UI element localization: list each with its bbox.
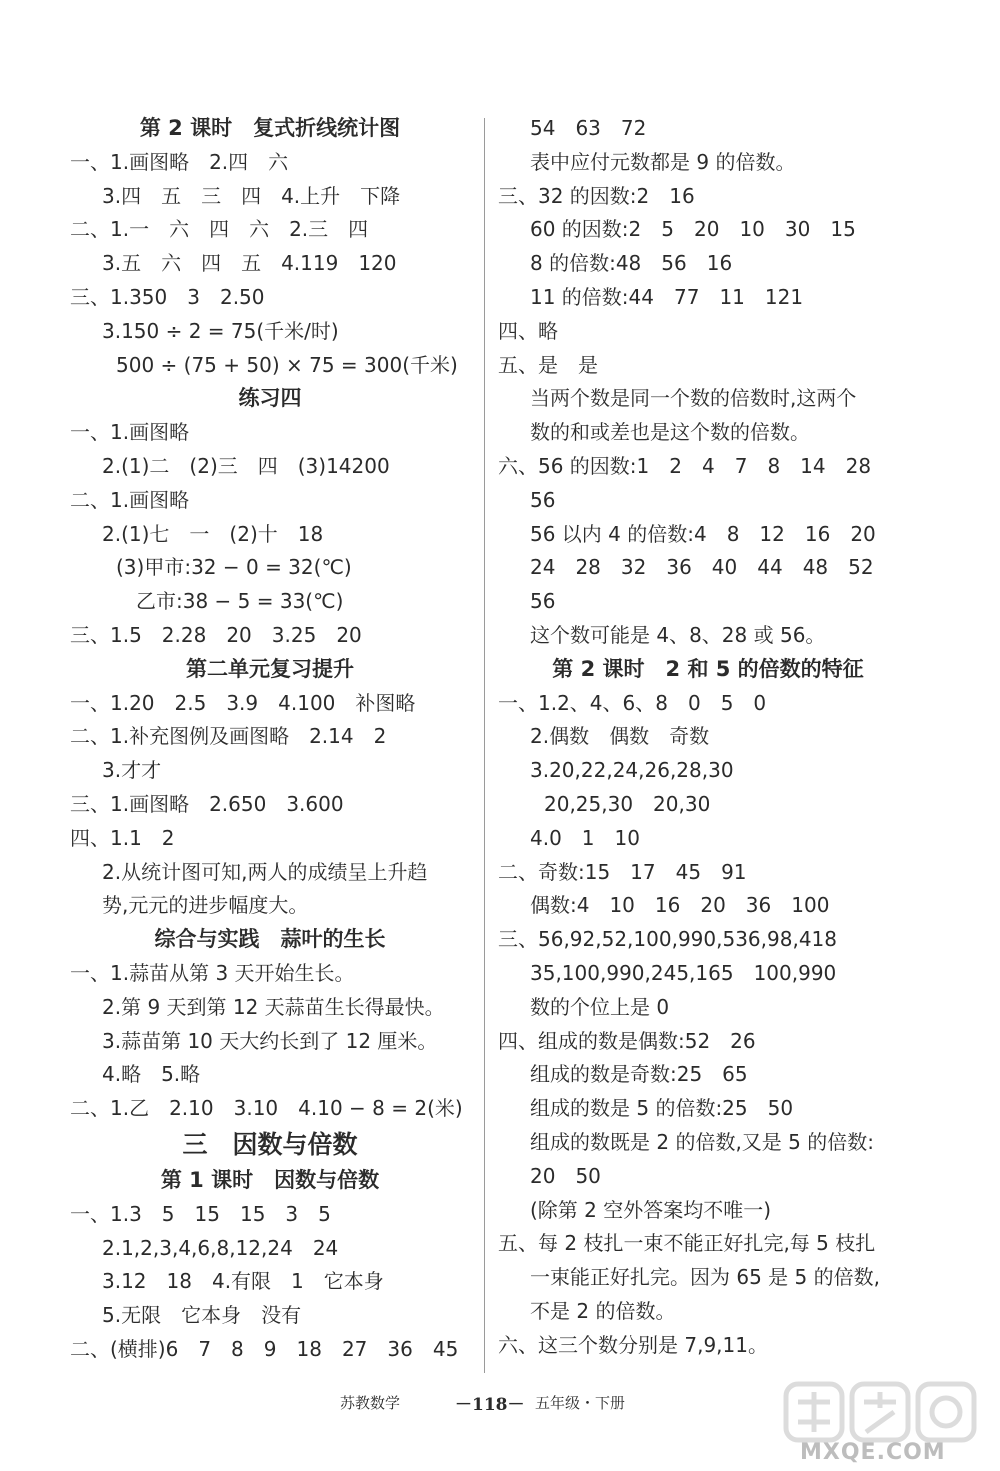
section-heading: 三 因数与倍数 (182, 1129, 358, 1159)
watermark-url: MXQE.COM (800, 1440, 946, 1465)
section-heading: 第 1 课时 因数与倍数 (160, 1167, 380, 1192)
footer-subject: 苏教数学 (340, 1394, 401, 1412)
answer-line: 五、是 是 (498, 352, 598, 377)
answer-line: 一、1.蒜苗从第 3 天开始生长。 (70, 960, 355, 985)
answer-line: 组成的数是 5 的倍数:25 50 (530, 1096, 794, 1121)
answer-line: 3.四 五 三 四 4.上升 下降 (102, 183, 401, 208)
answer-line: 4.0 1 10 (530, 825, 640, 850)
answer-line: 60 的因数:2 5 20 10 30 15 (530, 217, 856, 242)
answer-line: 三、32 的因数:2 16 (498, 183, 695, 208)
answer-line: 3.五 六 四 五 4.119 120 (102, 251, 397, 276)
answer-line: 2.从统计图可知,两人的成绩呈上升趋 (102, 859, 428, 884)
answer-line: 2.偶数 偶数 奇数 (530, 724, 710, 749)
answer-line: 三、1.350 3 2.50 (70, 284, 265, 309)
answer-line: 一、1.20 2.5 3.9 4.100 补图略 (70, 690, 416, 715)
answer-line: 二、1.一 六 四 六 2.三 四 (70, 217, 369, 242)
left-column (70, 112, 470, 1367)
page-number: －118－ (455, 1395, 525, 1415)
answer-line: 35,100,990,245,165 100,990 (530, 960, 837, 985)
answer-line: 8 的倍数:48 56 16 (530, 251, 733, 276)
answer-line: 3.20,22,24,26,28,30 (530, 758, 734, 783)
answer-line: 三、1.画图略 2.650 3.600 (70, 791, 344, 816)
answer-line: 56 以内 4 的倍数:4 8 12 16 20 (530, 521, 876, 546)
answer-line: 一、1.画图略 2.四 六 (70, 149, 289, 174)
answer-line: 数的和或差也是这个数的倍数。 (530, 420, 810, 445)
answer-line: 54 63 72 (530, 116, 647, 140)
answer-line: 当两个数是同一个数的倍数时,这两个 (530, 386, 857, 411)
answer-line: 500 ÷ (75 + 50) × 75 = 300(千米) (116, 352, 458, 377)
answer-line: 56 (530, 589, 556, 614)
answer-line: 一、1.3 5 15 15 3 5 (70, 1201, 331, 1226)
answer-line: 56 (530, 487, 556, 512)
answer-line: 二、1.乙 2.10 3.10 4.10 − 8 = 2(米) (70, 1096, 463, 1121)
answer-line: 势,元元的进步幅度大。 (102, 893, 309, 918)
section-heading: 综合与实践 蒜叶的生长 (154, 927, 386, 952)
answer-line: 2.(1)二 (2)三 四 (3)14200 (102, 453, 390, 478)
answer-line: 3.才才 (102, 758, 162, 783)
section-heading: 第 2 课时 2 和 5 的倍数的特征 (552, 656, 864, 681)
answer-line: 24 28 32 36 40 44 48 52 (530, 555, 874, 580)
answer-line: 3.蒜苗第 10 天大约长到了 12 厘米。 (102, 1028, 438, 1053)
answer-line: 二、(横排)6 7 8 9 18 27 36 45 (70, 1336, 459, 1361)
answer-line: 2.1,2,3,4,6,8,12,24 24 (102, 1235, 339, 1260)
answer-line: 四、1.1 2 (70, 825, 175, 850)
answer-line: 乙市:38 − 5 = 33(℃) (136, 589, 344, 614)
answer-line: 六、这三个数分别是 7,9,11。 (498, 1332, 768, 1357)
answer-line: 三、1.5 2.28 20 3.25 20 (70, 622, 362, 647)
answer-line: 3.150 ÷ 2 = 75(千米/时) (102, 318, 339, 343)
answer-line: (除第 2 空外答案均不唯一) (530, 1197, 772, 1222)
answer-line: 四、组成的数是偶数:52 26 (498, 1028, 756, 1053)
answer-line: 11 的倍数:44 77 11 121 (530, 284, 804, 309)
answer-line: 一束能正好扎完。因为 65 是 5 的倍数, (530, 1265, 880, 1290)
answer-line: 二、1.画图略 (70, 487, 190, 512)
column-divider (484, 118, 485, 1373)
answer-line: 组成的数是奇数:25 65 (530, 1062, 748, 1087)
answer-line: 二、1.补充图例及画图略 2.14 2 (70, 724, 387, 749)
answer-line: 2.(1)七 一 (2)十 18 (102, 521, 324, 546)
answer-line: 5.无限 它本身 没有 (102, 1303, 302, 1328)
footer-grade: 五年级・下册 (535, 1394, 626, 1412)
answer-line: 一、1.2、4、6、8 0 5 0 (498, 690, 767, 715)
answer-line: (3)甲市:32 − 0 = 32(℃) (116, 555, 352, 580)
section-heading: 练习四 (238, 386, 302, 411)
answer-line: 二、奇数:15 17 45 91 (498, 859, 747, 884)
answer-line: 四、略 (498, 318, 558, 343)
answer-line: 3.12 18 4.有限 1 它本身 (102, 1269, 384, 1294)
answer-line: 组成的数既是 2 的倍数,又是 5 的倍数: (530, 1129, 874, 1154)
answer-line: 五、每 2 枝扎一束不能正好扎完,每 5 枝扎 (498, 1231, 876, 1256)
answer-line: 20 50 (530, 1163, 601, 1188)
right-column (498, 112, 918, 1362)
section-heading: 第 2 课时 复式折线统计图 (139, 116, 401, 140)
answer-line: 表中应付元数都是 9 的倍数。 (530, 149, 796, 174)
answer-line: 数的个位上是 0 (530, 994, 670, 1019)
answer-line: 这个数可能是 4、8、28 或 56。 (530, 622, 826, 647)
section-heading: 第二单元复习提升 (186, 656, 354, 681)
answer-line: 2.第 9 天到第 12 天蒜苗生长得最快。 (102, 994, 445, 1019)
answer-line: 六、56 的因数:1 2 4 7 8 14 28 (498, 453, 872, 478)
answer-line: 偶数:4 10 16 20 36 100 (530, 893, 830, 918)
answer-line: 一、1.画图略 (70, 420, 190, 445)
answer-line: 20,25,30 20,30 (544, 791, 711, 816)
answer-line: 三、56,92,52,100,990,536,98,418 (498, 927, 837, 952)
answer-line: 4.略 5.略 (102, 1062, 201, 1087)
answer-line: 不是 2 的倍数。 (530, 1298, 676, 1323)
